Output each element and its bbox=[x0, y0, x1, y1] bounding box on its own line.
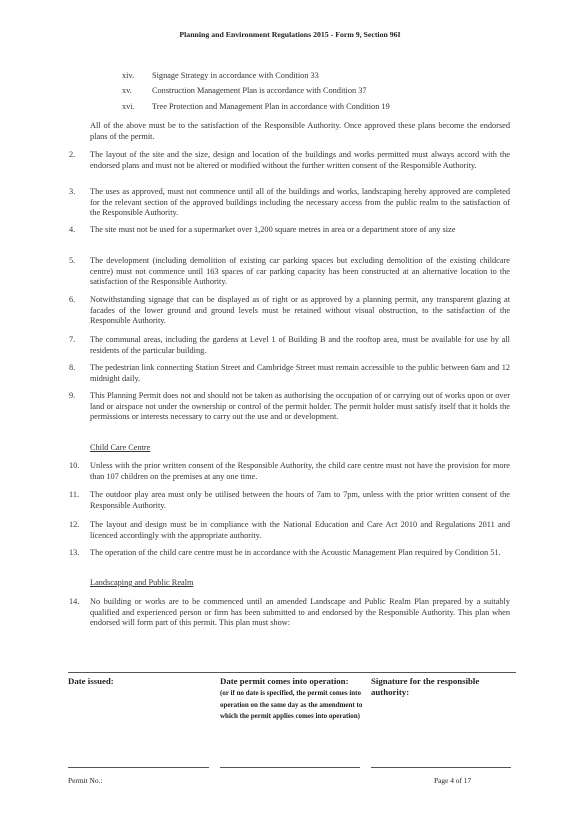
condition-text: This Planning Permit does not and should not be taken as authorising the occupation of or carrying out of works upon or over land or airspace not under the ownership or control of the permit holder. The permit holder must satisfy itself that it holds the permissions or interests necessary to carry out the use and or development. bbox=[90, 391, 510, 422]
condition-text: The communal areas, including the gardens at Level 1 of Building B and the rooftop area, must be available for use by all residents of the particular building. bbox=[90, 335, 510, 355]
condition-item bbox=[69, 150, 510, 171]
signature-label: Signature for the responsible authority: bbox=[371, 676, 480, 697]
condition-item bbox=[69, 490, 510, 511]
section-heading-child-care: Child Care Centre bbox=[90, 443, 151, 452]
signature-line bbox=[371, 767, 511, 768]
page-number: Page 4 of 17 bbox=[434, 776, 472, 785]
sub-item-text: Construction Management Plan is accordance with Condition 37 bbox=[152, 86, 367, 95]
condition-item bbox=[69, 548, 510, 559]
date-comes-into-operation bbox=[220, 676, 365, 723]
condition-text: The development (including demolition of existing car parking spaces but excluding demolition of the existing childcare centre) must not commence until 163 spaces of car parking capacity has been constructed at an alternative location to the satisfaction of the Responsible Authority. bbox=[90, 256, 510, 287]
date-operation-note: (or if no date is specified, the permit comes into operation on the same day as the amendment to which the permit applies comes into operation) bbox=[220, 689, 363, 720]
signature-top-rule bbox=[68, 672, 516, 673]
condition-item bbox=[69, 295, 510, 327]
date-operation-line bbox=[220, 767, 360, 768]
sub-item-number: xvi. bbox=[122, 102, 135, 111]
condition-number: 6. bbox=[69, 295, 76, 304]
condition-number: 5. bbox=[69, 256, 76, 265]
sub-item bbox=[122, 86, 522, 96]
condition-number: 12. bbox=[69, 520, 80, 529]
condition-item bbox=[69, 461, 510, 482]
condition-number: 9. bbox=[69, 391, 76, 400]
condition-text: Unless with the prior written consent of the Responsible Authority, the child care centre must not have the provision for more than 107 children on the premises at any one time. bbox=[90, 461, 510, 481]
condition-number: 11. bbox=[69, 490, 80, 499]
condition-item bbox=[69, 187, 510, 219]
condition-item bbox=[69, 335, 510, 356]
condition-number: 7. bbox=[69, 335, 76, 344]
condition-text: Notwithstanding signage that can be displayed as of right or as approved by a planning permit, any transparent glazing at facades of the lower ground and ground levels must be retained without visual obstruction, to the satisfaction of the Responsible Authority. bbox=[90, 295, 510, 326]
permit-number-label: Permit No.: bbox=[68, 776, 103, 785]
condition-text: The layout and design must be in compliance with the National Education and Care Act 2010 and Regulations 2011 and licenced accordingly with the appropriate authority. bbox=[90, 520, 510, 540]
condition-number: 4. bbox=[69, 225, 76, 234]
date-issued-label: Date issued: bbox=[68, 676, 114, 686]
condition-text: The layout of the site and the size, design and location of the buildings and works permitted must always accord with the endorsed plans and must not be altered or modified without the further written consent of the Responsible Authority. bbox=[90, 150, 510, 170]
condition-item bbox=[69, 256, 510, 288]
condition-text: No building or works are to be commenced until an amended Landscape and Public Realm Plan prepared by a suitably qualified and experienced person or firm has been submitted to and endorsed by the Responsible Authority. This plan when endorsed will form part of this permit. This plan must show: bbox=[90, 597, 510, 628]
condition-text: The operation of the child care centre must be in accordance with the Acoustic Management Plan required by Condition 51. bbox=[90, 548, 501, 557]
condition-item bbox=[69, 363, 510, 384]
sub-item bbox=[122, 102, 522, 112]
sub-item bbox=[122, 71, 522, 81]
date-comes-into-operation-label: Date permit comes into operation: bbox=[220, 676, 349, 686]
condition-number: 3. bbox=[69, 187, 76, 196]
condition-number: 14. bbox=[69, 597, 80, 606]
condition-text: The outdoor play area must only be utilised between the hours of 7am to 7pm, unless with the prior written consent of the Responsible Authority. bbox=[90, 490, 510, 510]
condition-text: The site must not be used for a supermarket over 1,200 square metres in area or a department store of any size bbox=[90, 225, 456, 234]
sub-item-number: xiv. bbox=[122, 71, 135, 80]
section-heading-landscaping: Landscaping and Public Realm bbox=[90, 578, 194, 587]
condition-number: 8. bbox=[69, 363, 76, 372]
date-issued-line bbox=[68, 767, 209, 768]
condition-text: The pedestrian link connecting Station Street and Cambridge Street must remain accessible to the public between 6am and 12 midnight daily. bbox=[90, 363, 510, 383]
intro-paragraph: All of the above must be to the satisfaction of the Responsible Authority. Once approved these plans become the endorsed plans of the permit. bbox=[90, 121, 510, 141]
condition-item bbox=[69, 597, 510, 629]
condition-number: 2. bbox=[69, 150, 76, 159]
condition-item bbox=[69, 391, 510, 423]
condition-number: 10. bbox=[69, 461, 80, 470]
condition-number: 13. bbox=[69, 548, 80, 557]
sub-item-number: xv. bbox=[122, 86, 132, 95]
condition-item bbox=[69, 520, 510, 541]
condition-text: The uses as approved, must not commence until all of the buildings and works, landscaping hereby approved are completed for the relevant section of the approved buildings including the necessary access from the public realm to the satisfaction of the Responsible Authority. bbox=[90, 187, 510, 218]
sub-item-text: Signage Strategy in accordance with Condition 33 bbox=[152, 71, 319, 80]
page-header: Planning and Environment Regulations 2015 - Form 9, Section 96I bbox=[179, 30, 401, 39]
condition-item bbox=[69, 225, 510, 236]
sub-item-text: Tree Protection and Management Plan in accordance with Condition 19 bbox=[152, 102, 390, 111]
